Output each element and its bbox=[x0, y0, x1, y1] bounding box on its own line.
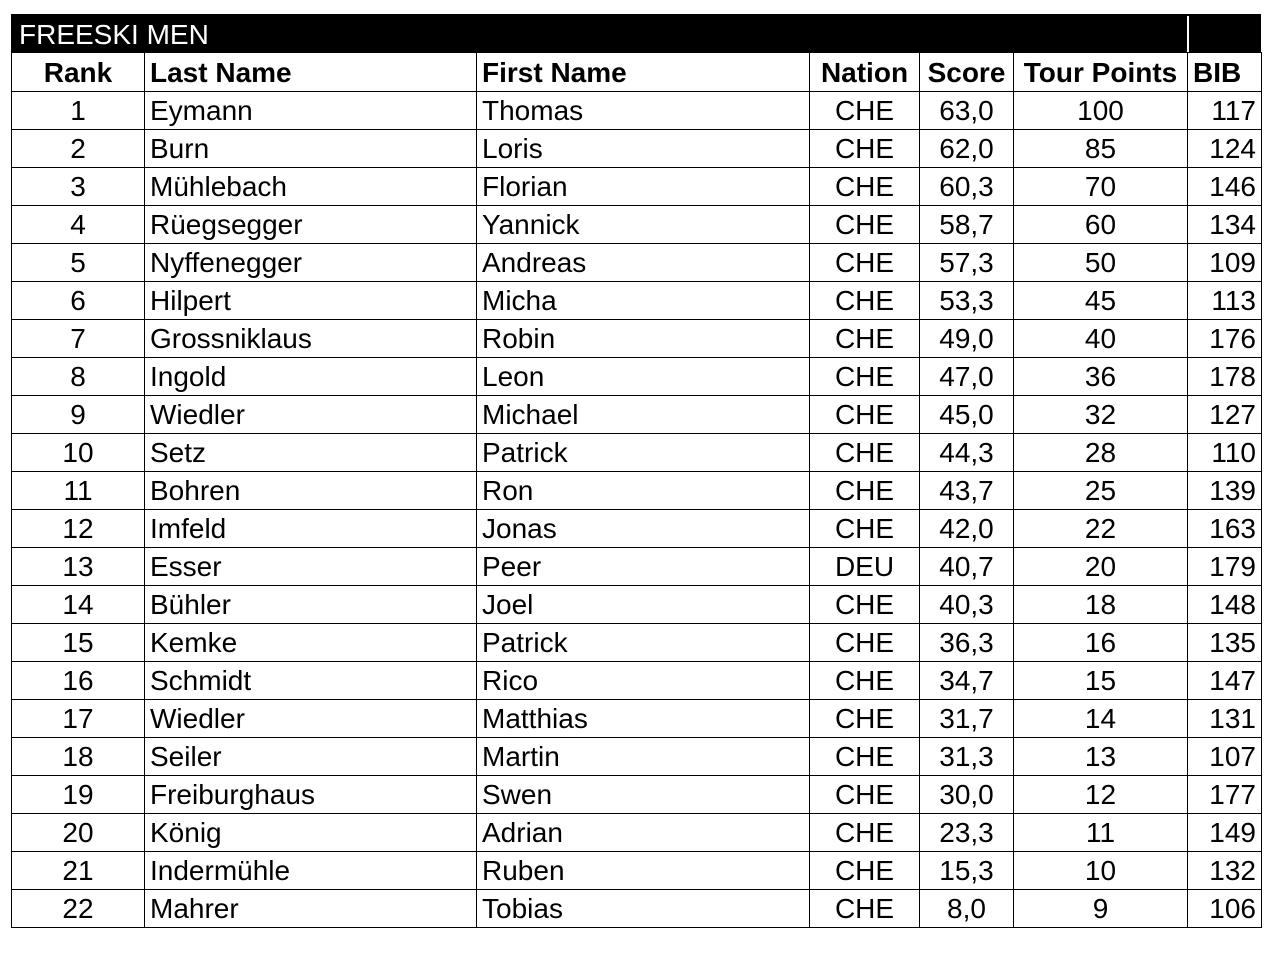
first-name-cell: Florian bbox=[477, 168, 810, 206]
first-name-cell: Yannick bbox=[477, 206, 810, 244]
score-cell: 36,3 bbox=[920, 624, 1014, 662]
last-name-cell: König bbox=[145, 814, 477, 852]
bib-cell: 163 bbox=[1188, 510, 1262, 548]
table-row bbox=[12, 548, 1262, 586]
table-row bbox=[12, 320, 1262, 358]
nation-cell: CHE bbox=[810, 206, 920, 244]
header-bib: BIB bbox=[1188, 53, 1262, 92]
bib-cell: 146 bbox=[1188, 168, 1262, 206]
first-name-cell: Micha bbox=[477, 282, 810, 320]
table-row bbox=[12, 168, 1262, 206]
last-name-cell: Grossniklaus bbox=[145, 320, 477, 358]
table-row bbox=[12, 434, 1262, 472]
rank-cell: 9 bbox=[12, 396, 145, 434]
tour-points-cell: 13 bbox=[1014, 738, 1188, 776]
rank-cell: 14 bbox=[12, 586, 145, 624]
tour-points-cell: 20 bbox=[1014, 548, 1188, 586]
tour-points-cell: 18 bbox=[1014, 586, 1188, 624]
nation-cell: CHE bbox=[810, 814, 920, 852]
last-name-cell: Setz bbox=[145, 434, 477, 472]
tour-points-cell: 14 bbox=[1014, 700, 1188, 738]
bib-cell: 131 bbox=[1188, 700, 1262, 738]
tour-points-cell: 22 bbox=[1014, 510, 1188, 548]
rank-cell: 17 bbox=[12, 700, 145, 738]
header-first-name: First Name bbox=[477, 53, 810, 92]
score-cell: 34,7 bbox=[920, 662, 1014, 700]
tour-points-cell: 11 bbox=[1014, 814, 1188, 852]
rank-cell: 16 bbox=[12, 662, 145, 700]
rank-cell: 4 bbox=[12, 206, 145, 244]
rank-cell: 3 bbox=[12, 168, 145, 206]
tour-points-cell: 36 bbox=[1014, 358, 1188, 396]
header-last-name: Last Name bbox=[145, 53, 477, 92]
bib-cell: 179 bbox=[1188, 548, 1262, 586]
nation-cell: CHE bbox=[810, 510, 920, 548]
bib-cell: 176 bbox=[1188, 320, 1262, 358]
sheet-title: FREESKI MEN bbox=[19, 19, 209, 50]
title-bar bbox=[11, 14, 1261, 52]
score-cell: 47,0 bbox=[920, 358, 1014, 396]
tour-points-cell: 25 bbox=[1014, 472, 1188, 510]
table-row bbox=[12, 662, 1262, 700]
tour-points-cell: 16 bbox=[1014, 624, 1188, 662]
table-row bbox=[12, 358, 1262, 396]
score-cell: 40,7 bbox=[920, 548, 1014, 586]
bib-cell: 148 bbox=[1188, 586, 1262, 624]
header-row bbox=[12, 53, 1262, 92]
rank-cell: 15 bbox=[12, 624, 145, 662]
header-score: Score bbox=[920, 53, 1014, 92]
bib-cell: 139 bbox=[1188, 472, 1262, 510]
rank-cell: 13 bbox=[12, 548, 145, 586]
score-cell: 62,0 bbox=[920, 130, 1014, 168]
nation-cell: CHE bbox=[810, 320, 920, 358]
nation-cell: CHE bbox=[810, 700, 920, 738]
header-rank: Rank bbox=[12, 53, 145, 92]
bib-cell: 177 bbox=[1188, 776, 1262, 814]
first-name-cell: Andreas bbox=[477, 244, 810, 282]
first-name-cell: Joel bbox=[477, 586, 810, 624]
rank-cell: 18 bbox=[12, 738, 145, 776]
last-name-cell: Kemke bbox=[145, 624, 477, 662]
last-name-cell: Esser bbox=[145, 548, 477, 586]
tour-points-cell: 45 bbox=[1014, 282, 1188, 320]
last-name-cell: Indermühle bbox=[145, 852, 477, 890]
score-cell: 40,3 bbox=[920, 586, 1014, 624]
first-name-cell: Rico bbox=[477, 662, 810, 700]
last-name-cell: Imfeld bbox=[145, 510, 477, 548]
last-name-cell: Nyffenegger bbox=[145, 244, 477, 282]
nation-cell: CHE bbox=[810, 852, 920, 890]
rank-cell: 6 bbox=[12, 282, 145, 320]
bib-cell: 124 bbox=[1188, 130, 1262, 168]
first-name-cell: Loris bbox=[477, 130, 810, 168]
header-nation: Nation bbox=[810, 53, 920, 92]
table-row bbox=[12, 130, 1262, 168]
score-cell: 49,0 bbox=[920, 320, 1014, 358]
table-row bbox=[12, 206, 1262, 244]
tour-points-cell: 40 bbox=[1014, 320, 1188, 358]
nation-cell: CHE bbox=[810, 738, 920, 776]
last-name-cell: Burn bbox=[145, 130, 477, 168]
table-row bbox=[12, 244, 1262, 282]
tour-points-cell: 60 bbox=[1014, 206, 1188, 244]
nation-cell: CHE bbox=[810, 890, 920, 928]
score-cell: 58,7 bbox=[920, 206, 1014, 244]
nation-cell: CHE bbox=[810, 586, 920, 624]
last-name-cell: Mühlebach bbox=[145, 168, 477, 206]
table-row bbox=[12, 738, 1262, 776]
table-row bbox=[12, 92, 1262, 130]
score-cell: 57,3 bbox=[920, 244, 1014, 282]
score-cell: 31,3 bbox=[920, 738, 1014, 776]
tour-points-cell: 32 bbox=[1014, 396, 1188, 434]
bib-cell: 106 bbox=[1188, 890, 1262, 928]
first-name-cell: Matthias bbox=[477, 700, 810, 738]
last-name-cell: Hilpert bbox=[145, 282, 477, 320]
first-name-cell: Leon bbox=[477, 358, 810, 396]
bib-cell: 110 bbox=[1188, 434, 1262, 472]
bib-cell: 178 bbox=[1188, 358, 1262, 396]
score-cell: 63,0 bbox=[920, 92, 1014, 130]
last-name-cell: Freiburghaus bbox=[145, 776, 477, 814]
score-cell: 43,7 bbox=[920, 472, 1014, 510]
score-cell: 31,7 bbox=[920, 700, 1014, 738]
header-tour-points: Tour Points bbox=[1014, 53, 1188, 92]
bib-cell: 107 bbox=[1188, 738, 1262, 776]
tour-points-cell: 9 bbox=[1014, 890, 1188, 928]
first-name-cell: Ron bbox=[477, 472, 810, 510]
score-cell: 44,3 bbox=[920, 434, 1014, 472]
nation-cell: CHE bbox=[810, 92, 920, 130]
results-table bbox=[11, 52, 1262, 928]
last-name-cell: Rüegsegger bbox=[145, 206, 477, 244]
results-sheet bbox=[11, 14, 1261, 928]
score-cell: 42,0 bbox=[920, 510, 1014, 548]
score-cell: 53,3 bbox=[920, 282, 1014, 320]
table-row bbox=[12, 510, 1262, 548]
bib-cell: 113 bbox=[1188, 282, 1262, 320]
tour-points-cell: 12 bbox=[1014, 776, 1188, 814]
first-name-cell: Tobias bbox=[477, 890, 810, 928]
score-cell: 30,0 bbox=[920, 776, 1014, 814]
table-row bbox=[12, 586, 1262, 624]
last-name-cell: Eymann bbox=[145, 92, 477, 130]
rank-cell: 5 bbox=[12, 244, 145, 282]
first-name-cell: Ruben bbox=[477, 852, 810, 890]
first-name-cell: Peer bbox=[477, 548, 810, 586]
title-bib-cell bbox=[1187, 16, 1259, 52]
last-name-cell: Bohren bbox=[145, 472, 477, 510]
nation-cell: CHE bbox=[810, 168, 920, 206]
rank-cell: 20 bbox=[12, 814, 145, 852]
rank-cell: 22 bbox=[12, 890, 145, 928]
nation-cell: CHE bbox=[810, 130, 920, 168]
nation-cell: CHE bbox=[810, 662, 920, 700]
tour-points-cell: 85 bbox=[1014, 130, 1188, 168]
bib-cell: 147 bbox=[1188, 662, 1262, 700]
rank-cell: 7 bbox=[12, 320, 145, 358]
table-row bbox=[12, 776, 1262, 814]
tour-points-cell: 15 bbox=[1014, 662, 1188, 700]
first-name-cell: Michael bbox=[477, 396, 810, 434]
score-cell: 60,3 bbox=[920, 168, 1014, 206]
last-name-cell: Wiedler bbox=[145, 700, 477, 738]
tour-points-cell: 100 bbox=[1014, 92, 1188, 130]
first-name-cell: Adrian bbox=[477, 814, 810, 852]
table-row bbox=[12, 472, 1262, 510]
nation-cell: CHE bbox=[810, 472, 920, 510]
first-name-cell: Martin bbox=[477, 738, 810, 776]
bib-cell: 109 bbox=[1188, 244, 1262, 282]
nation-cell: CHE bbox=[810, 358, 920, 396]
rank-cell: 12 bbox=[12, 510, 145, 548]
table-row bbox=[12, 700, 1262, 738]
bib-cell: 134 bbox=[1188, 206, 1262, 244]
nation-cell: CHE bbox=[810, 282, 920, 320]
last-name-cell: Schmidt bbox=[145, 662, 477, 700]
tour-points-cell: 70 bbox=[1014, 168, 1188, 206]
rank-cell: 21 bbox=[12, 852, 145, 890]
bib-cell: 117 bbox=[1188, 92, 1262, 130]
nation-cell: CHE bbox=[810, 396, 920, 434]
tour-points-cell: 10 bbox=[1014, 852, 1188, 890]
nation-cell: DEU bbox=[810, 548, 920, 586]
rank-cell: 1 bbox=[12, 92, 145, 130]
first-name-cell: Patrick bbox=[477, 434, 810, 472]
rank-cell: 8 bbox=[12, 358, 145, 396]
first-name-cell: Jonas bbox=[477, 510, 810, 548]
first-name-cell: Thomas bbox=[477, 92, 810, 130]
score-cell: 15,3 bbox=[920, 852, 1014, 890]
nation-cell: CHE bbox=[810, 434, 920, 472]
table-row bbox=[12, 890, 1262, 928]
rank-cell: 11 bbox=[12, 472, 145, 510]
nation-cell: CHE bbox=[810, 776, 920, 814]
tour-points-cell: 50 bbox=[1014, 244, 1188, 282]
last-name-cell: Seiler bbox=[145, 738, 477, 776]
last-name-cell: Bühler bbox=[145, 586, 477, 624]
last-name-cell: Ingold bbox=[145, 358, 477, 396]
table-row bbox=[12, 814, 1262, 852]
table-row bbox=[12, 396, 1262, 434]
rank-cell: 10 bbox=[12, 434, 145, 472]
table-row bbox=[12, 852, 1262, 890]
score-cell: 23,3 bbox=[920, 814, 1014, 852]
last-name-cell: Mahrer bbox=[145, 890, 477, 928]
bib-cell: 135 bbox=[1188, 624, 1262, 662]
first-name-cell: Robin bbox=[477, 320, 810, 358]
first-name-cell: Swen bbox=[477, 776, 810, 814]
rank-cell: 19 bbox=[12, 776, 145, 814]
nation-cell: CHE bbox=[810, 244, 920, 282]
last-name-cell: Wiedler bbox=[145, 396, 477, 434]
rank-cell: 2 bbox=[12, 130, 145, 168]
score-cell: 45,0 bbox=[920, 396, 1014, 434]
score-cell: 8,0 bbox=[920, 890, 1014, 928]
first-name-cell: Patrick bbox=[477, 624, 810, 662]
bib-cell: 149 bbox=[1188, 814, 1262, 852]
nation-cell: CHE bbox=[810, 624, 920, 662]
table-row bbox=[12, 282, 1262, 320]
bib-cell: 127 bbox=[1188, 396, 1262, 434]
table-row bbox=[12, 624, 1262, 662]
tour-points-cell: 28 bbox=[1014, 434, 1188, 472]
bib-cell: 132 bbox=[1188, 852, 1262, 890]
